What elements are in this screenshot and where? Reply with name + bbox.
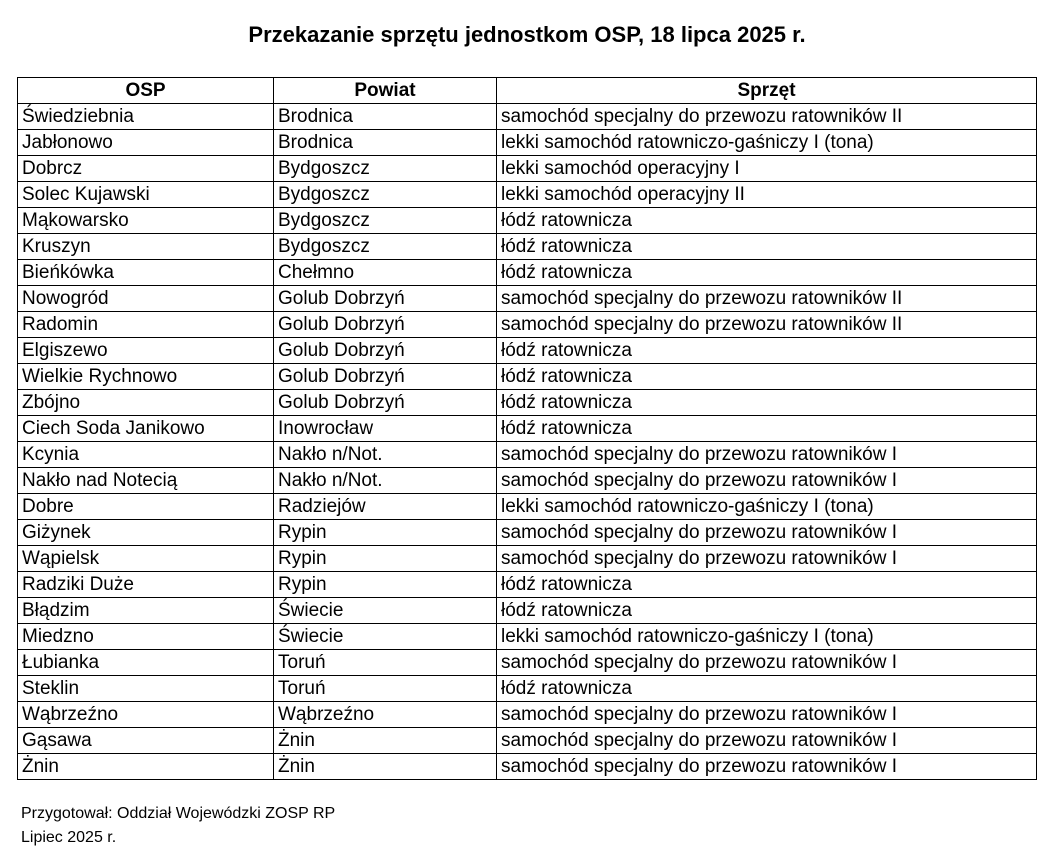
cell-powiat: Rypin — [274, 546, 497, 572]
cell-osp: Nowogród — [18, 286, 274, 312]
cell-powiat: Golub Dobrzyń — [274, 364, 497, 390]
cell-sprzet: samochód specjalny do przewozu ratowników I — [497, 546, 1037, 572]
cell-powiat: Świecie — [274, 598, 497, 624]
cell-powiat: Wąbrzeźno — [274, 702, 497, 728]
cell-osp: Radomin — [18, 312, 274, 338]
cell-sprzet: samochód specjalny do przewozu ratowników I — [497, 650, 1037, 676]
cell-osp: Bieńkówka — [18, 260, 274, 286]
table-row — [18, 312, 1037, 338]
table-row — [18, 286, 1037, 312]
cell-sprzet: samochód specjalny do przewozu ratowników II — [497, 312, 1037, 338]
table-row — [18, 728, 1037, 754]
table-row — [18, 494, 1037, 520]
table-row — [18, 624, 1037, 650]
table-row — [18, 702, 1037, 728]
table-row — [18, 468, 1037, 494]
cell-sprzet: łódź ratownicza — [497, 338, 1037, 364]
cell-powiat: Golub Dobrzyń — [274, 390, 497, 416]
cell-osp: Kruszyn — [18, 234, 274, 260]
cell-sprzet: łódź ratownicza — [497, 390, 1037, 416]
cell-powiat: Bydgoszcz — [274, 208, 497, 234]
cell-sprzet: łódź ratownicza — [497, 416, 1037, 442]
cell-sprzet: samochód specjalny do przewozu ratowników I — [497, 442, 1037, 468]
cell-osp: Zbójno — [18, 390, 274, 416]
cell-powiat: Inowrocław — [274, 416, 497, 442]
table-row — [18, 416, 1037, 442]
cell-osp: Miedzno — [18, 624, 274, 650]
cell-osp: Jabłonowo — [18, 130, 274, 156]
table-row — [18, 208, 1037, 234]
cell-powiat: Brodnica — [274, 130, 497, 156]
cell-sprzet: łódź ratownicza — [497, 364, 1037, 390]
cell-powiat: Nakło n/Not. — [274, 468, 497, 494]
cell-sprzet: łódź ratownicza — [497, 572, 1037, 598]
cell-sprzet: samochód specjalny do przewozu ratowników I — [497, 728, 1037, 754]
cell-powiat: Rypin — [274, 520, 497, 546]
cell-powiat: Chełmno — [274, 260, 497, 286]
cell-sprzet: łódź ratownicza — [497, 208, 1037, 234]
table-row — [18, 130, 1037, 156]
table-row — [18, 364, 1037, 390]
table-header-row — [18, 78, 1037, 104]
table-row — [18, 234, 1037, 260]
cell-sprzet: lekki samochód operacyjny II — [497, 182, 1037, 208]
cell-sprzet: lekki samochód ratowniczo-gaśniczy I (tona) — [497, 624, 1037, 650]
cell-powiat: Nakło n/Not. — [274, 442, 497, 468]
table-row — [18, 676, 1037, 702]
cell-powiat: Toruń — [274, 676, 497, 702]
table-row — [18, 520, 1037, 546]
footer-prepared-by: Przygotował: Oddział Wojewódzki ZOSP RP — [21, 805, 336, 822]
table-row — [18, 260, 1037, 286]
cell-powiat: Rypin — [274, 572, 497, 598]
cell-osp: Żnin — [18, 754, 274, 780]
cell-osp: Nakło nad Notecią — [18, 468, 274, 494]
cell-powiat: Żnin — [274, 728, 497, 754]
cell-osp: Wąpielsk — [18, 546, 274, 572]
cell-osp: Mąkowarsko — [18, 208, 274, 234]
cell-sprzet: łódź ratownicza — [497, 234, 1037, 260]
cell-powiat: Bydgoszcz — [274, 156, 497, 182]
cell-powiat: Golub Dobrzyń — [274, 286, 497, 312]
table-row — [18, 338, 1037, 364]
cell-sprzet: samochód specjalny do przewozu ratowników I — [497, 754, 1037, 780]
table-row — [18, 650, 1037, 676]
cell-osp: Błądzim — [18, 598, 274, 624]
cell-powiat: Bydgoszcz — [274, 234, 497, 260]
column-header-powiat: Powiat — [274, 78, 497, 104]
cell-sprzet: łódź ratownicza — [497, 260, 1037, 286]
cell-sprzet: łódź ratownicza — [497, 598, 1037, 624]
cell-osp: Kcynia — [18, 442, 274, 468]
cell-osp: Dobre — [18, 494, 274, 520]
cell-osp: Świedziebnia — [18, 104, 274, 130]
cell-sprzet: lekki samochód ratowniczo-gaśniczy I (tona) — [497, 494, 1037, 520]
cell-powiat: Radziejów — [274, 494, 497, 520]
column-header-sprzet: Sprzęt — [497, 78, 1037, 104]
footer-date: Lipiec 2025 r. — [21, 829, 117, 846]
cell-osp: Wielkie Rychnowo — [18, 364, 274, 390]
cell-powiat: Bydgoszcz — [274, 182, 497, 208]
cell-powiat: Golub Dobrzyń — [274, 312, 497, 338]
equipment-table — [17, 77, 1037, 780]
cell-sprzet: samochód specjalny do przewozu ratowników I — [497, 468, 1037, 494]
cell-powiat: Toruń — [274, 650, 497, 676]
cell-sprzet: samochód specjalny do przewozu ratowników I — [497, 702, 1037, 728]
cell-osp: Elgiszewo — [18, 338, 274, 364]
cell-sprzet: samochód specjalny do przewozu ratowników II — [497, 286, 1037, 312]
cell-powiat: Golub Dobrzyń — [274, 338, 497, 364]
cell-osp: Steklin — [18, 676, 274, 702]
cell-sprzet: lekki samochód ratowniczo-gaśniczy I (tona) — [497, 130, 1037, 156]
cell-sprzet: lekki samochód operacyjny I — [497, 156, 1037, 182]
cell-osp: Giżynek — [18, 520, 274, 546]
document-title: Przekazanie sprzętu jednostkom OSP, 18 lipca 2025 r. — [248, 22, 806, 47]
cell-sprzet: samochód specjalny do przewozu ratowników II — [497, 104, 1037, 130]
table-row — [18, 754, 1037, 780]
table-row — [18, 442, 1037, 468]
cell-powiat: Świecie — [274, 624, 497, 650]
table-row — [18, 104, 1037, 130]
table-row — [18, 182, 1037, 208]
cell-osp: Łubianka — [18, 650, 274, 676]
cell-sprzet: łódź ratownicza — [497, 676, 1037, 702]
table-row — [18, 598, 1037, 624]
cell-osp: Wąbrzeźno — [18, 702, 274, 728]
cell-osp: Gąsawa — [18, 728, 274, 754]
table-row — [18, 546, 1037, 572]
table-row — [18, 156, 1037, 182]
cell-powiat: Brodnica — [274, 104, 497, 130]
cell-osp: Solec Kujawski — [18, 182, 274, 208]
table-row — [18, 572, 1037, 598]
table-body — [18, 104, 1037, 780]
cell-osp: Dobrcz — [18, 156, 274, 182]
cell-osp: Ciech Soda Janikowo — [18, 416, 274, 442]
table-row — [18, 390, 1037, 416]
cell-sprzet: samochód specjalny do przewozu ratowników I — [497, 520, 1037, 546]
column-header-osp: OSP — [18, 78, 274, 104]
cell-powiat: Żnin — [274, 754, 497, 780]
cell-osp: Radziki Duże — [18, 572, 274, 598]
